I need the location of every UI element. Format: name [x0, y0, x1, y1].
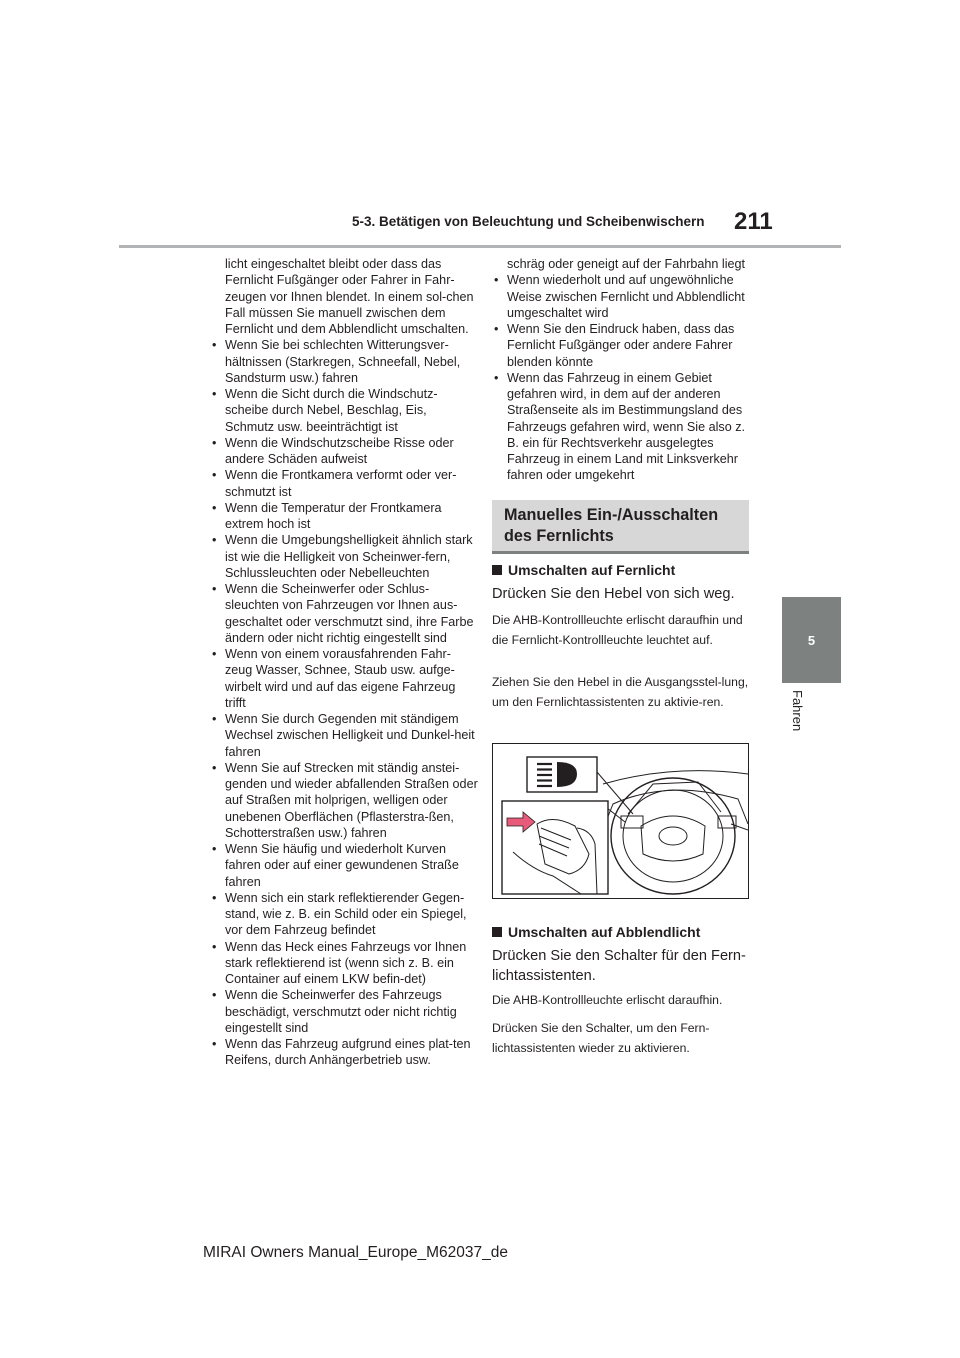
list-item: • Wenn Sie durch Gegenden mit ständigem Wechsel zwischen Helligkeit und Dunkel-heit fahren — [210, 711, 478, 760]
conditions-list-continued — [492, 272, 754, 483]
continuation-text: schräg oder geneigt auf der Fahrbahn liegt — [507, 257, 746, 271]
note-high-beam-2: Ziehen Sie den Hebel in die Ausgangsstel-lung, um den Fernlichtassistenten zu aktivie-ren. — [492, 675, 749, 709]
instruction-low-beam: Drücken Sie den Schalter für den Fern-lichtassistenten. — [492, 948, 746, 984]
section-header-title: 5-3. Betätigen von Beleuchtung und Scheibenwischern — [352, 214, 705, 229]
subheading-low-beam — [492, 924, 700, 940]
section-heading-box — [492, 500, 749, 554]
conditions-list — [210, 337, 478, 1068]
list-item: • Wenn sich ein stark reflektierender Gegen-stand, wie z. B. ein Schild oder ein Spiegel, vor dem Fahrzeug befindet — [210, 890, 478, 939]
list-item: • Wenn Sie bei schlechten Witterungsver-hältnissen (Starkregen, Schneefall, Nebel, Sandsturm usw.) fahren — [210, 337, 478, 386]
section-heading: Manuelles Ein-/Ausschalten des Fernlichts — [504, 506, 719, 545]
list-item: • Wenn Sie häufig und wiederholt Kurven fahren oder auf einer gewundenen Straße fahren — [210, 841, 478, 890]
lever-illustration-drawing — [493, 744, 748, 898]
list-item: • Wenn die Windschutzscheibe Risse oder andere Schäden aufweist — [210, 435, 478, 468]
list-item: • Wenn von einem vorausfahrenden Fahr-zeug Wasser, Schnee, Staub usw. aufge-wirbelt wird und auf das eigene Fahrzeug trifft — [210, 646, 478, 711]
note-low-beam-1: Die AHB-Kontrollleuchte erlischt daraufhin. — [492, 993, 723, 1007]
list-item: • Wenn die Temperatur der Frontkamera extrem hoch ist — [210, 500, 478, 533]
list-item: • Wenn Sie den Eindruck haben, dass das Fernlicht Fußgänger oder andere Fahrer blenden könnte — [492, 321, 754, 370]
subheading-high-beam — [492, 562, 675, 578]
page-number: 211 — [734, 208, 773, 235]
list-item: • Wenn die Umgebungshelligkeit ähnlich stark ist wie die Helligkeit von Scheinwer-fern, Schlussleuchten oder Nebelleuchten — [210, 532, 478, 581]
note-high-beam-1: Die AHB-Kontrollleuchte erlischt daraufhin und die Fernlicht-Kontrollleuchte leuchtet auf. — [492, 613, 743, 647]
chapter-tab[interactable] — [782, 597, 841, 683]
right-column — [492, 256, 754, 484]
intro-paragraph: licht eingeschaltet bleibt oder dass das Fernlicht Fußgänger oder Fahrer in Fahr-zeugen vor Ihnen blendet. In einem sol-chen Fall müssen Sie manuell zwischen dem Fernlicht und dem Abblendlicht umschalten. — [225, 257, 474, 336]
list-item: • Wenn Sie auf Strecken mit ständig anstei-genden und wieder abfallenden Straßen oder auf Straßen mit holprigen, welligen oder unebenen Oberflächen (Pflasterstra-ßen, Schotterstraßen usw.) fahren — [210, 760, 478, 841]
chapter-tab-label: Fahren — [790, 690, 805, 732]
list-item: • Wenn die Scheinwerfer oder Schlus-sleuchten von Fahrzeugen vor Ihnen aus-geschaltet oder verschmutzt sind, ihre Farbe ändern oder nicht richtig eingestellt sind — [210, 581, 478, 646]
list-item: • Wenn wiederholt und auf ungewöhnliche Weise zwischen Fernlicht und Abblendlicht umgeschaltet wird — [492, 272, 754, 321]
list-item: • Wenn das Fahrzeug aufgrund eines plat-ten Reifens, durch Anhängerbetrieb usw. — [210, 1036, 478, 1069]
note-low-beam-2: Drücken Sie den Schalter, um den Fern-lichtassistenten wieder zu aktivieren. — [492, 1021, 710, 1055]
footer-text: MIRAI Owners Manual_Europe_M62037_de — [203, 1244, 509, 1261]
chapter-tab-number: 5 — [807, 632, 816, 648]
header-divider — [119, 245, 841, 248]
list-item: • Wenn die Scheinwerfer des Fahrzeugs beschädigt, verschmutzt oder nicht richtig eingestellt sind — [210, 987, 478, 1036]
list-item: • Wenn das Fahrzeug in einem Gebiet gefahren wird, in dem auf der anderen Straßenseite als im Bestimmungsland des Fahrzeugs gefahren wird, wenn Sie also z. B. ein für Rechtsverkehr ausgelegtes Fahrzeug in einem Land mit Linksverkehr fahren oder umgekehrt — [492, 370, 754, 484]
list-item: • Wenn die Frontkamera verformt oder ver-schmutzt ist — [210, 467, 478, 500]
lever-illustration — [492, 743, 749, 899]
subheading-high-beam-label: Umschalten auf Fernlicht — [508, 562, 676, 578]
square-bullet-icon — [492, 927, 502, 937]
instruction-high-beam: Drücken Sie den Hebel von sich weg. — [492, 586, 735, 602]
square-bullet-icon — [492, 565, 502, 575]
left-column — [210, 256, 478, 1069]
subheading-low-beam-label: Umschalten auf Abblendlicht — [508, 924, 701, 940]
list-item: • Wenn die Sicht durch die Windschutz-scheibe durch Nebel, Beschlag, Eis, Schmutz usw. beeinträchtigt ist — [210, 386, 478, 435]
list-item: • Wenn das Heck eines Fahrzeugs vor Ihnen stark reflektierend ist (wenn sich z. B. ein Container auf einem LKW befin-det) — [210, 939, 478, 988]
